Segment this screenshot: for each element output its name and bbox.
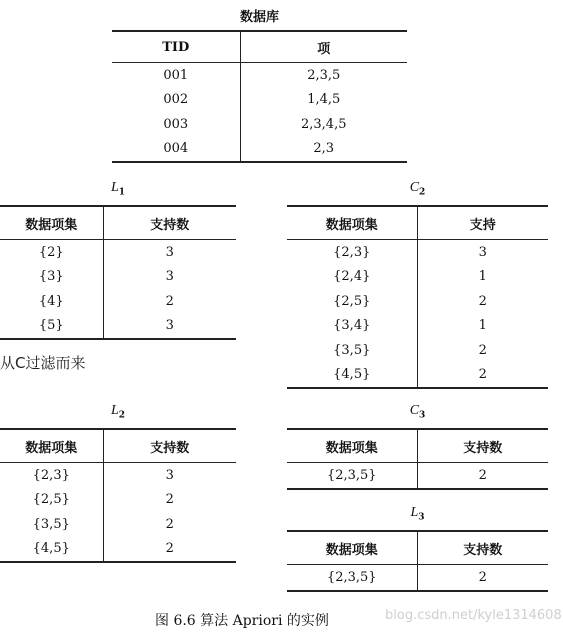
c3-table (287, 428, 548, 490)
table-cell: {3,4} (287, 314, 417, 339)
table-cell: 2 (417, 463, 548, 489)
l3-caption: $L_3$ (410, 505, 425, 523)
column-header: 支持数 (103, 429, 236, 463)
table-cell: 2 (417, 363, 548, 389)
table-cell: 3 (165, 467, 174, 483)
table-row (287, 265, 548, 290)
table-cell: 2 (417, 565, 548, 591)
table-cell: 3 (165, 244, 174, 260)
header-row (287, 206, 548, 240)
header-row (0, 206, 236, 240)
column-header: 数据项集 (0, 206, 103, 240)
column-header: 支持数 (103, 206, 236, 240)
c2-table (287, 205, 548, 389)
column-header: 数据项集 (287, 531, 417, 565)
table-cell: {3} (0, 265, 103, 290)
table-row (0, 265, 236, 290)
table-cell: 2 (103, 537, 236, 563)
database-caption: 数据库 (239, 10, 279, 25)
table-cell: 2,3,5 (307, 67, 341, 83)
table-row (0, 314, 236, 340)
header-row (287, 429, 548, 463)
table-cell: {2,3,5} (287, 463, 417, 489)
column-header: 支持数 (417, 531, 548, 565)
table-row (0, 289, 236, 314)
table-row (287, 289, 548, 314)
table-row (0, 488, 236, 513)
table-cell: {3,5} (287, 338, 417, 363)
table-row (287, 363, 548, 389)
table-cell: {2,4} (287, 265, 417, 290)
table-cell: 2,3 (240, 137, 407, 163)
table-row (0, 463, 236, 488)
table-cell: {4,5} (287, 363, 417, 389)
table-cell: 1,4,5 (307, 92, 341, 108)
table-cell: 2 (165, 293, 174, 309)
table-cell: 2 (478, 293, 487, 309)
table-cell: 3 (478, 244, 487, 260)
header-row (0, 429, 236, 463)
table-cell: {4} (0, 289, 103, 314)
table-cell: 2 (165, 516, 174, 532)
table-cell: 2,3,4,5 (301, 116, 347, 132)
table-cell: 3 (103, 314, 236, 340)
table-cell: {2,3} (0, 463, 103, 488)
table-cell: {3,5} (0, 512, 103, 537)
table-row (112, 137, 407, 163)
column-header: 数据项集 (0, 429, 103, 463)
column-header: TID (112, 31, 240, 63)
table-row (112, 88, 407, 113)
column-header: 支持 (417, 206, 548, 240)
table-cell: 003 (112, 112, 240, 137)
table-cell: 002 (112, 88, 240, 113)
database-table (112, 30, 407, 163)
table-cell: {2,3,5} (287, 565, 417, 591)
table-row (0, 537, 236, 563)
column-header: 项 (240, 31, 407, 63)
table-row (287, 565, 548, 591)
table-cell: 1 (478, 318, 487, 334)
table-cell: {2,5} (0, 488, 103, 513)
l3-table (287, 530, 548, 592)
l2-table (0, 428, 236, 563)
c3-caption: $C_3$ (409, 403, 426, 421)
table-cell: 001 (112, 63, 240, 88)
table-row (287, 338, 548, 363)
table-row (287, 463, 548, 489)
c2-caption: $C_2$ (409, 180, 426, 198)
table-cell: {5} (0, 314, 103, 340)
table-row (287, 314, 548, 339)
table-row (0, 512, 236, 537)
table-row (287, 240, 548, 265)
table-cell: 3 (165, 269, 174, 285)
watermark: blog.csdn.net/kyle1314608 (385, 608, 562, 623)
column-header: 支持数 (417, 429, 548, 463)
table-cell: {2} (0, 240, 103, 265)
table-row (0, 240, 236, 265)
column-header: 数据项集 (287, 429, 417, 463)
l1-caption: $L_1$ (110, 180, 126, 198)
table-row (112, 112, 407, 137)
table-cell: 2 (478, 342, 487, 358)
table-cell: {2,5} (287, 289, 417, 314)
header-row (112, 31, 407, 63)
figure-caption: 图 6.6 算法 Apriori 的实例 (155, 613, 329, 629)
filter-note: 从C过滤而来 (0, 354, 86, 372)
table-cell: {2,3} (287, 240, 417, 265)
header-row (287, 531, 548, 565)
table-cell: 1 (478, 269, 487, 285)
table-row (112, 63, 407, 88)
table-cell: 004 (112, 137, 240, 163)
table-cell: {4,5} (0, 537, 103, 563)
column-header: 数据项集 (287, 206, 417, 240)
l1-table (0, 205, 236, 340)
l2-caption: $L_2$ (110, 403, 126, 421)
table-cell: 2 (165, 492, 174, 508)
